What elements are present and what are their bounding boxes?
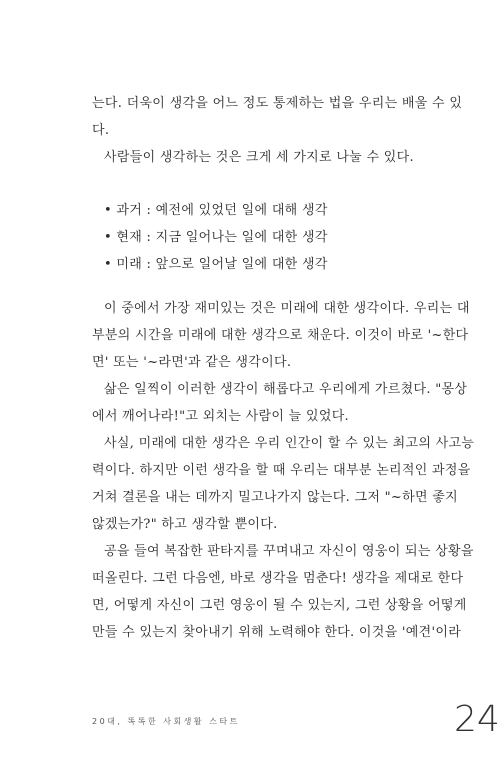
paragraph-6-line-1: 공을 들여 복잡한 판타지를 꾸며내고 자신이 영웅이 되는 상황을 <box>104 544 474 559</box>
bullet-future: • 미래 : 앞으로 일어날 일에 대한 생각 <box>104 257 328 272</box>
paragraph-6-line-4: 만들 수 있는지 찾아내기 위해 노력해야 한다. 이것을 '예견'이라 <box>92 625 462 640</box>
bullet-present: • 현재 : 지금 일어나는 일에 대한 생각 <box>104 230 328 245</box>
paragraph-5-line-2: 력이다. 하지만 이런 생각을 할 때 우리는 대부분 논리적인 과정을 <box>92 463 471 478</box>
paragraph-5-line-3: 거쳐 결론을 내는 데까지 밀고나가지 않는다. 그저 "~하면 좋지 <box>92 490 458 505</box>
paragraph-5-line-4: 않겠는가?" 하고 생각할 뿐이다. <box>92 517 278 532</box>
paragraph-4-line-2: 에서 깨어나라!"고 외치는 사람이 늘 있었다. <box>92 409 349 424</box>
paragraph-6-line-2: 떠올린다. 그런 다음엔, 바로 생각을 멈춘다! 생각을 제대로 한다 <box>92 571 464 586</box>
paragraph-3-line-2: 부분의 시간을 미래에 대한 생각으로 채운다. 이것이 바로 '~한다 <box>92 328 469 343</box>
bullet-past: • 과거 : 예전에 있었던 일에 대해 생각 <box>104 203 328 218</box>
paragraph-3-line-3: 면' 또는 '~라면'과 같은 생각이다. <box>92 355 292 370</box>
paragraph-5-line-1: 사실, 미래에 대한 생각은 우리 인간이 할 수 있는 최고의 사고능 <box>104 436 475 451</box>
paragraph-6-line-3: 면, 어떻게 자신이 그런 영웅이 될 수 있는지, 그런 상황을 어떻게 <box>92 598 467 613</box>
paragraph-1-line-2: 다. <box>92 123 110 138</box>
paragraph-3-line-1: 이 중에서 가장 재미있는 것은 미래에 대한 생각이다. 우리는 대 <box>104 301 470 316</box>
paragraph-1-line-1: 는다. 더욱이 생각을 어느 정도 통제하는 법을 우리는 배울 수 있 <box>92 96 463 111</box>
page-number: 24 <box>454 699 500 740</box>
paragraph-2-line-1: 사람들이 생각하는 것은 크게 세 가지로 나눌 수 있다. <box>104 150 414 165</box>
running-title: 20대, 똑똑한 사회생활 스타트 <box>92 717 240 726</box>
paragraph-4-line-1: 삶은 일찍이 이러한 생각이 해롭다고 우리에게 가르쳤다. "몽상 <box>104 382 468 397</box>
